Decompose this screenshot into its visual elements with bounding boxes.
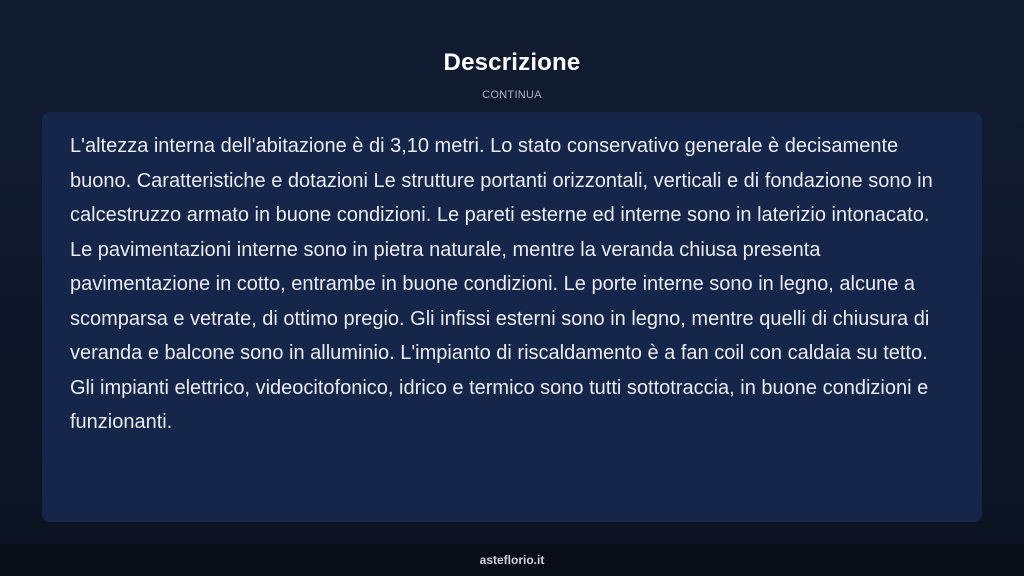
description-card (42, 112, 982, 522)
continue-link[interactable]: CONTINUA (482, 89, 542, 101)
footer-bar (0, 544, 1024, 576)
description-text: L'altezza interna dell'abitazione è di 3,10 metri. Lo stato conservativo generale è decisamente buono. Caratteristiche e dotazioni Le strutture portanti orizzontali, verticali e di fondazione sono in calcestruzzo armato in buone condizioni. Le pareti esterne ed interne sono in laterizio intonacato. Le pavimentazioni interne sono in pietra naturale, mentre la veranda chiusa presenta pavimentazione in cotto, entrambe in buone condizioni. Le porte interne sono in legno, alcune a scomparsa e vetrate, di ottimo pregio. Gli infissi esterni sono in legno, mentre quelli di chiusura di veranda e balcone sono in alluminio. L'impianto di riscaldamento è a fan coil con caldaia su tetto. Gli impianti elettrico, videocitofonico, idrico e termico sono tutti sottotraccia, in buone condizioni e funzionanti. (70, 135, 933, 433)
footer-site-name: asteflorio.it (479, 553, 545, 567)
page-title: Descrizione (443, 49, 581, 76)
